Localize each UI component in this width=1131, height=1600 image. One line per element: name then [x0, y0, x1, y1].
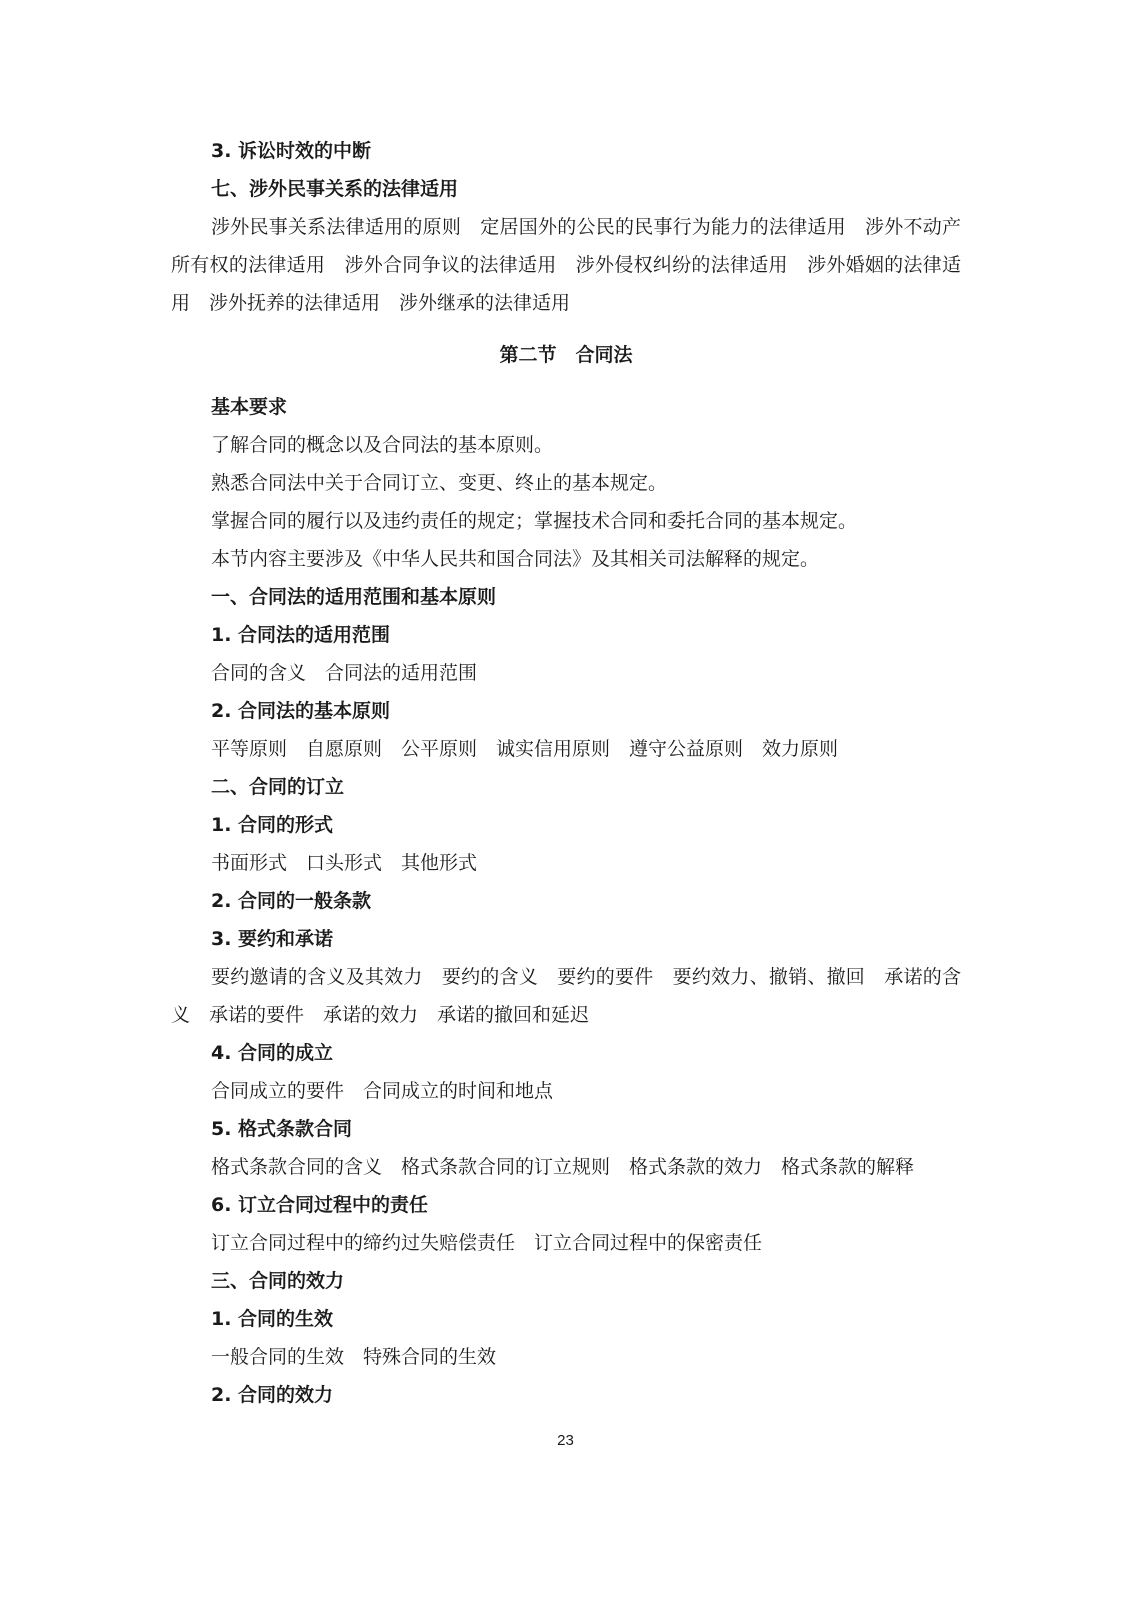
- text-line: 一般合同的生效 特殊合同的生效: [211, 1346, 497, 1368]
- heading-line: 5. 格式条款合同: [211, 1118, 353, 1140]
- text-line: 书面形式 口头形式 其他形式: [211, 852, 478, 874]
- lines-end: [171, 1034, 961, 1414]
- text-line: 合同的含义 合同法的适用范围: [211, 662, 478, 684]
- text-line: 合同成立的要件 合同成立的时间和地点: [211, 1080, 554, 1102]
- heading-line: 三、合同的效力: [211, 1270, 345, 1292]
- lines-after: [171, 388, 961, 958]
- heading-line: 2. 合同的效力: [211, 1384, 334, 1406]
- heading-line: 6. 订立合同过程中的责任: [211, 1194, 429, 1216]
- heading-line: 2. 合同法的基本原则: [211, 700, 391, 722]
- lines-before: [171, 132, 961, 208]
- text-line: 本节内容主要涉及《中华人民共和国合同法》及其相关司法解释的规定。: [211, 548, 820, 570]
- heading-line: 1. 合同的生效: [211, 1308, 334, 1330]
- heading-line: 二、合同的订立: [211, 776, 345, 798]
- text-line: 熟悉合同法中关于合同订立、变更、终止的基本规定。: [211, 472, 668, 494]
- text-line: 平等原则 自愿原则 公平原则 诚实信用原则 遵守公益原则 效力原则: [211, 738, 839, 760]
- heading-line: 4. 合同的成立: [211, 1042, 334, 1064]
- heading-line: 3. 要约和承诺: [211, 928, 334, 950]
- page-content: [171, 132, 961, 1414]
- heading-line: 基本要求: [211, 396, 288, 418]
- heading-line: 七、涉外民事关系的法律适用: [211, 178, 459, 200]
- paragraph-offer-acceptance: 要约邀请的含义及其效力 要约的含义 要约的要件 要约效力、撤销、撤回 承诺的含义 承诺的要件 承诺的效力 承诺的撤回和延迟: [171, 966, 961, 1026]
- heading-line: 1. 合同的形式: [211, 814, 334, 836]
- heading-line: 3. 诉讼时效的中断: [211, 140, 372, 162]
- text-line: 了解合同的概念以及合同法的基本原则。: [211, 434, 554, 456]
- paragraph-foreign-law: 涉外民事关系法律适用的原则 定居国外的公民的民事行为能力的法律适用 涉外不动产所有权的法律适用 涉外合同争议的法律适用 涉外侵权纠纷的法律适用 涉外婚姻的法律适用 涉外抚养的法律适用 涉外继承的法律适用: [171, 216, 961, 314]
- text-line: 掌握合同的履行以及违约责任的规定；掌握技术合同和委托合同的基本规定。: [211, 510, 858, 532]
- heading-line: 2. 合同的一般条款: [211, 890, 372, 912]
- section-title: 第二节 合同法: [499, 344, 633, 366]
- text-line: 订立合同过程中的缔约过失赔偿责任 订立合同过程中的保密责任: [211, 1232, 763, 1254]
- heading-line: 1. 合同法的适用范围: [211, 624, 391, 646]
- page-number: 23: [557, 1432, 574, 1449]
- heading-line: 一、合同法的适用范围和基本原则: [211, 586, 497, 608]
- text-line: 格式条款合同的含义 格式条款合同的订立规则 格式条款的效力 格式条款的解释: [211, 1156, 915, 1178]
